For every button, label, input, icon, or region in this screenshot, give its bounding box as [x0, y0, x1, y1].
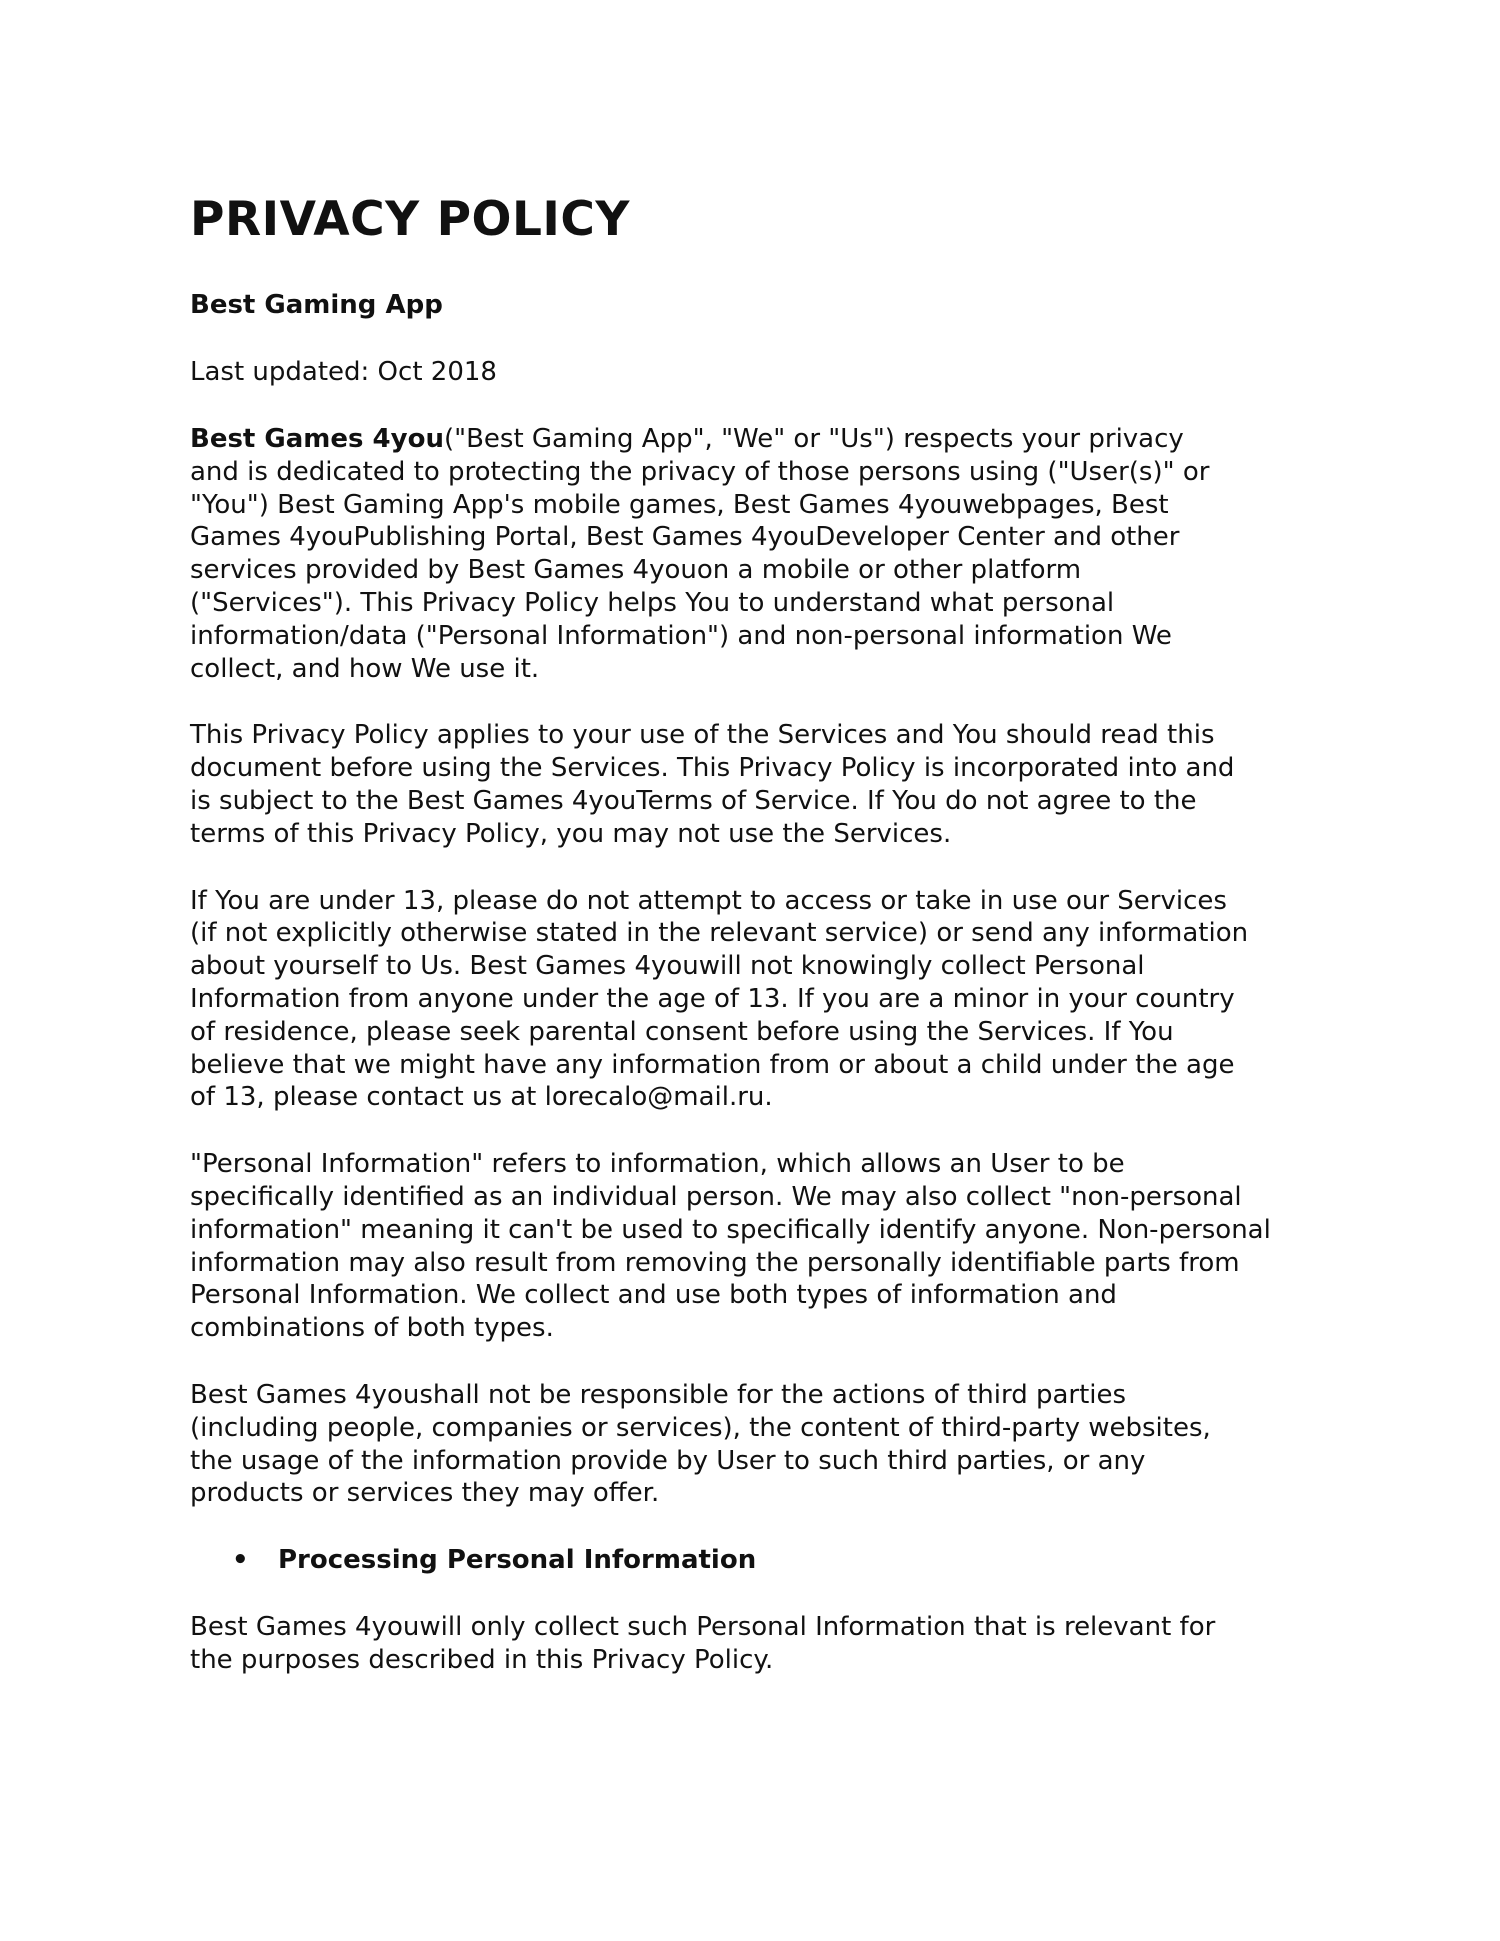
personal-info-paragraph — [190, 1148, 1340, 1345]
personal-info-line: information may also result from removing the personally identifiable parts from — [190, 1247, 1240, 1278]
intro-line: "You") Best Gaming App's mobile games, Best Games 4youwebpages, Best — [190, 489, 1169, 520]
third-parties-line: products or services they may offer. — [190, 1478, 660, 1509]
minors-line: of residence, please seek parental consent before using the Services. If You — [190, 1016, 1174, 1047]
intro-paragraph — [190, 423, 1340, 685]
third-parties-line: the usage of the information provide by User to such third parties, or any — [190, 1445, 1146, 1476]
minors-line: If You are under 13, please do not attempt to access or take in use our Services — [190, 885, 1227, 916]
minors-line: about yourself to Us. Best Games 4youwill not knowingly collect Personal — [190, 951, 1145, 982]
applies-line: document before using the Services. This Privacy Policy is incorporated into and — [190, 753, 1235, 784]
intro-line: and is dedicated to protecting the privacy of those persons using ("User(s)" or — [190, 456, 1210, 487]
intro-line: services provided by Best Games 4youon a mobile or other platform — [190, 555, 1082, 586]
personal-info-line: combinations of both types. — [190, 1313, 554, 1344]
minors-line: Information from anyone under the age of 13. If you are a minor in your country — [190, 983, 1235, 1014]
third-parties-line: (including people, companies or services), the content of third-party websites, — [190, 1412, 1211, 1443]
document-page — [190, 188, 1340, 1677]
minors-paragraph — [190, 885, 1340, 1115]
last-updated-date: Last updated: Oct 2018 — [190, 357, 497, 387]
applies-line: This Privacy Policy applies to your use of the Services and You should read this — [190, 720, 1215, 751]
intro-line: collect, and how We use it. — [190, 653, 540, 684]
section-heading-label: Processing Personal Information — [278, 1545, 757, 1576]
personal-info-line: Personal Information. We collect and use both types of information and — [190, 1280, 1117, 1311]
third-parties-paragraph — [190, 1379, 1340, 1510]
intro-line — [190, 423, 1340, 456]
personal-info-line: "Personal Information" refers to information, which allows an User to be — [190, 1149, 1125, 1180]
applies-line: is subject to the Best Games 4youTerms of Service. If You do not agree to the — [190, 785, 1197, 816]
intro-line: ("Services"). This Privacy Policy helps You to understand what personal — [190, 587, 1115, 618]
third-parties-line: Best Games 4youshall not be responsible for the actions of third parties — [190, 1379, 1127, 1410]
applies-paragraph — [190, 719, 1340, 850]
personal-info-line: information" meaning it can't be used to specifically identify anyone. Non-personal — [190, 1214, 1271, 1245]
company-name: Best Games 4you — [190, 424, 444, 454]
intro-line-rest: ("Best Gaming App", "We" or "Us") respects your privacy — [443, 424, 1184, 454]
processing-line: the purposes described in this Privacy Policy. — [190, 1644, 774, 1675]
personal-info-line: specifically identified as an individual person. We may also collect "non-personal — [190, 1181, 1242, 1212]
section-heading-processing — [190, 1544, 1340, 1577]
app-name-heading: Best Gaming App — [190, 290, 443, 320]
intro-line: Games 4youPublishing Portal, Best Games 4youDeveloper Center and other — [190, 522, 1180, 553]
minors-line: (if not explicitly otherwise stated in the relevant service) or send any information — [190, 918, 1249, 949]
processing-paragraph — [190, 1611, 1340, 1677]
applies-line: terms of this Privacy Policy, you may not use the Services. — [190, 818, 952, 849]
processing-line: Best Games 4youwill only collect such Personal Information that is relevant for — [190, 1612, 1216, 1643]
bullet-icon: • — [232, 1545, 249, 1576]
intro-line: information/data ("Personal Information") and non-personal information We — [190, 620, 1172, 651]
page-title: PRIVACY POLICY — [190, 192, 630, 247]
minors-line: believe that we might have any information from or about a child under the age — [190, 1049, 1235, 1080]
minors-line: of 13, please contact us at lorecalo@mail.ru. — [190, 1082, 773, 1113]
